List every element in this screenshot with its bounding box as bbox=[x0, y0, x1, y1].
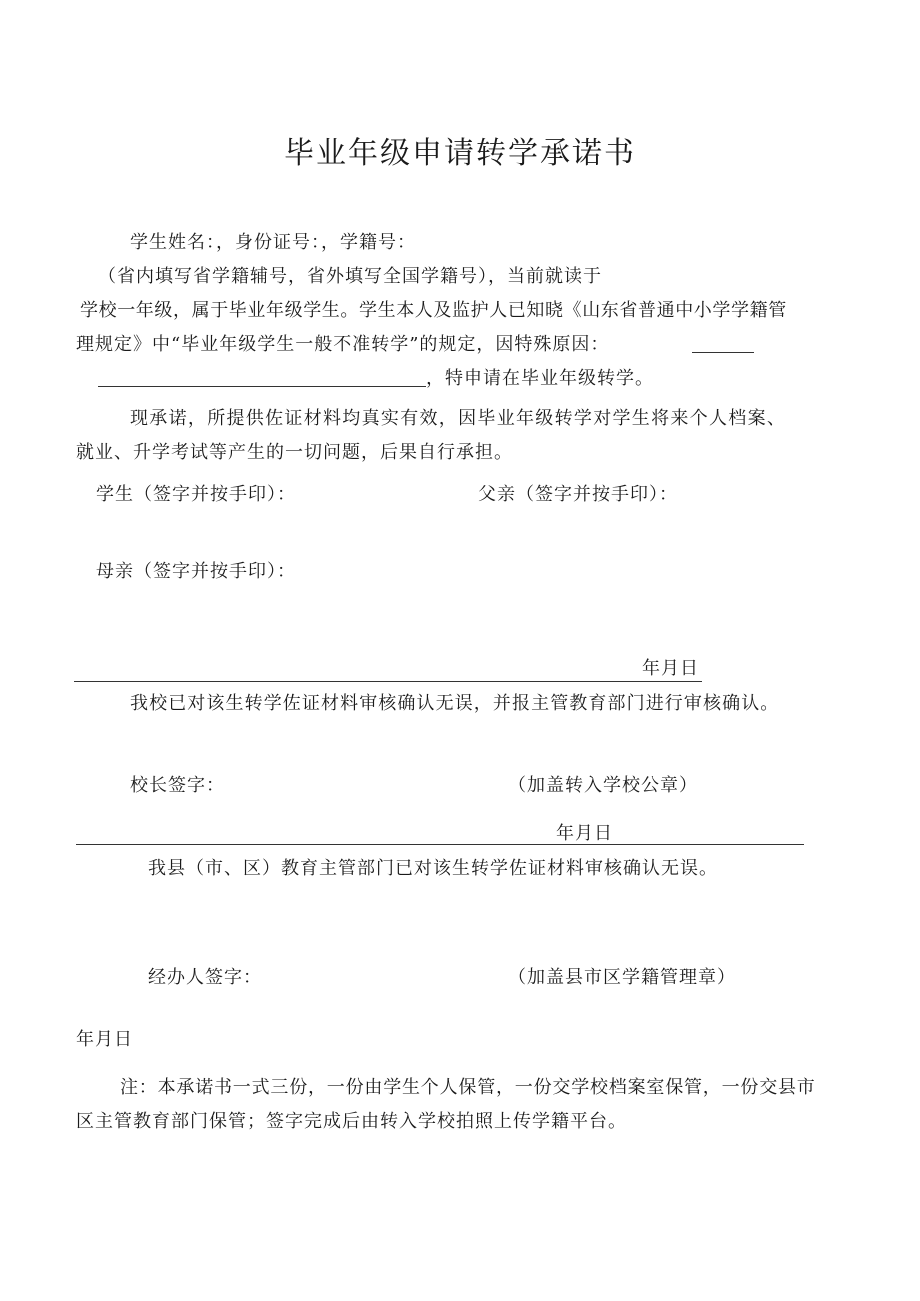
county-confirm-text: 我县（市、区）教育主管部门已对该生转学佐证材料审核确认无误。 bbox=[148, 858, 718, 879]
student-signature-label: 学生（签字并按手印）： bbox=[96, 484, 296, 505]
regulation-line: 理规定》中“毕业年级学生一般不准转学”的规定，因特殊原因： bbox=[76, 334, 610, 355]
apply-transfer-line: ，特申请在毕业年级转学。 bbox=[426, 368, 654, 389]
principal-signature-label: 校长签字： bbox=[130, 775, 225, 796]
handler-signature-label: 经办人签字： bbox=[148, 967, 262, 988]
document-title: 毕业年级申请转学承诺书 bbox=[284, 136, 636, 171]
county-date-label: 年月日 bbox=[76, 1029, 133, 1050]
commitment-line-2: 就业、升学考试等产生的一切问题，后果自行承担。 bbox=[76, 442, 513, 463]
student-info-line: 学生姓名：，身份证号：，学籍号： bbox=[130, 232, 416, 253]
section-divider-2 bbox=[76, 844, 804, 845]
county-seal-label: （加盖县市区学籍管理章） bbox=[508, 967, 736, 988]
reason-blank[interactable] bbox=[692, 352, 754, 353]
school-grade-line: 学校一年级，属于毕业年级学生。学生本人及监护人已知晓《山东省普通中小学学籍管 bbox=[80, 300, 787, 321]
commitment-line-1: 现承诺，所提供佐证材料均真实有效，因毕业年级转学对学生将来个人档案、 bbox=[130, 408, 787, 429]
father-signature-label: 父亲（签字并按手印）： bbox=[478, 484, 678, 505]
note-line-2: 区主管教育部门保管；签字完成后由转入学校拍照上传学籍平台。 bbox=[76, 1111, 627, 1132]
section-divider-1 bbox=[74, 681, 702, 682]
student-id-note-line: （省内填写省学籍辅号，省外填写全国学籍号），当前就读于 bbox=[98, 266, 602, 287]
mother-signature-label: 母亲（签字并按手印）： bbox=[96, 561, 296, 582]
school-date-label: 年月日 bbox=[556, 823, 613, 844]
reason-blank-continued[interactable] bbox=[98, 386, 426, 387]
school-confirm-text: 我校已对该生转学佐证材料审核确认无误，并报主管教育部门进行审核确认。 bbox=[130, 693, 780, 714]
note-line-1: 注：本承诺书一式三份，一份由学生个人保管，一份交学校档案室保管，一份交县市 bbox=[120, 1077, 816, 1098]
parent-date-label: 年月日 bbox=[642, 658, 699, 679]
school-seal-label: （加盖转入学校公章） bbox=[508, 775, 698, 796]
